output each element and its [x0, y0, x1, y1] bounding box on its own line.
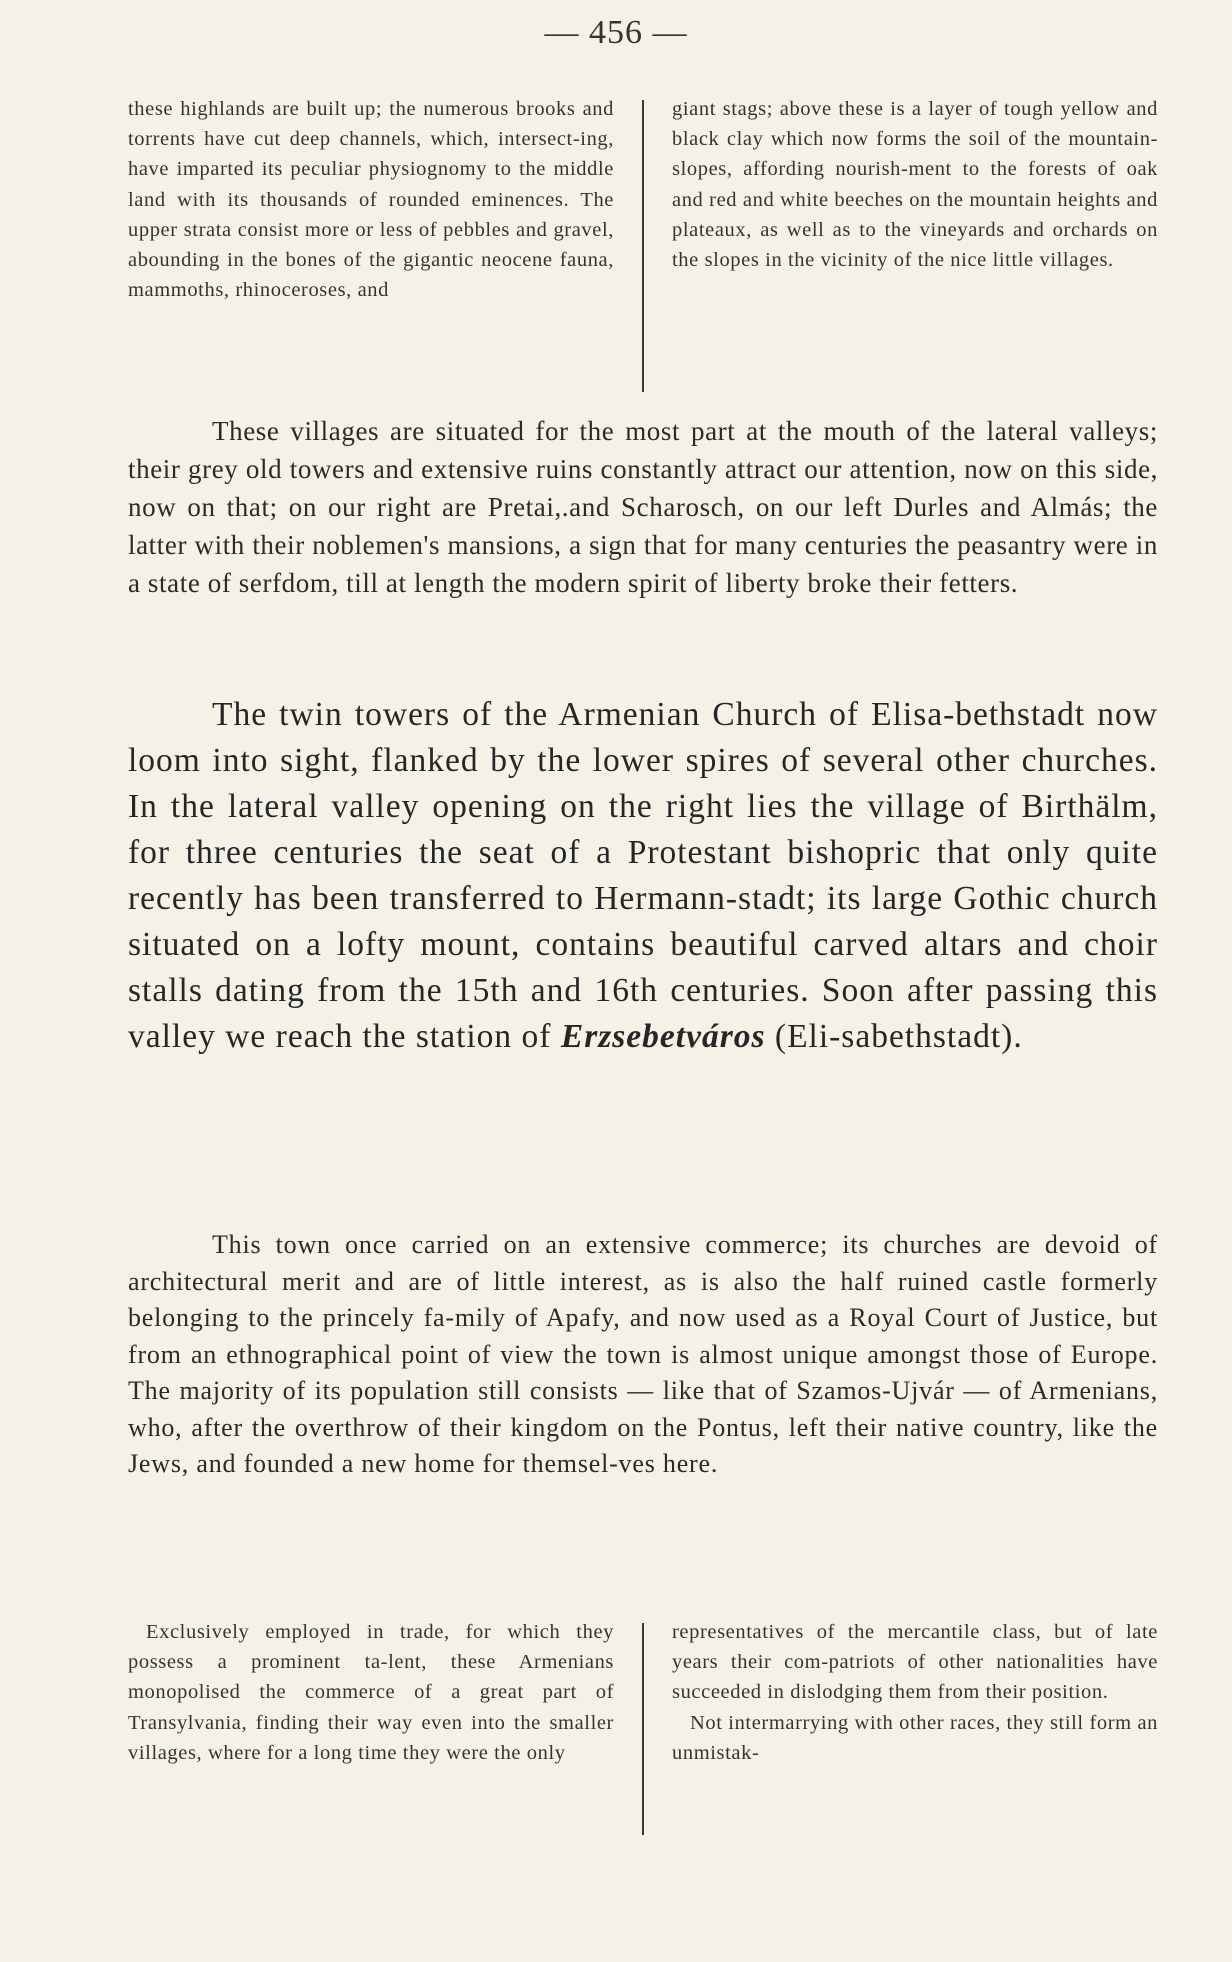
- bottom-two-column-section: [128, 1617, 1158, 1839]
- bottom-right-column-text: representatives of the mercantile class, but of late years their com-patriots of other nationalities have succeeded in dislodging them from their position.: [672, 1621, 1158, 1704]
- bottom-right-column: [672, 1617, 1158, 1839]
- bottom-right-column-text-2: Not intermarrying with other races, they still form an unmistak-: [672, 1711, 1158, 1764]
- station-name: Erzsebetváros: [560, 1018, 766, 1055]
- paragraph-twin-towers-text: The twin towers of the Armenian Church of Elisa-bethstadt now loom into sight, flanked by the lower spires of several other churches. In the lateral valley opening on the right lies the village of Birthälm, for three centuries the seat of a Protestant bishopric that only quite recently has been transferred to Hermann-stadt; its large Gothic church situated on a lofty mount, contains beautiful carved altars and choir stalls dating from the 15th and 16th centuries. Soon after passing this valley we reach the station of: [128, 696, 1158, 1055]
- column-divider: [642, 1623, 644, 1835]
- paragraph-twin-towers: [128, 692, 1158, 1060]
- top-right-column-text: giant stags; above these is a layer of tough yellow and black clay which now forms the soil of the mountain-slopes, affording nourish-ment to the forests of oak and red and white beeches on the mountain heights and plateaux, as well as to the vineyards and orchards on the slopes in the vicinity of the nice little villages.: [672, 98, 1158, 272]
- top-two-column-section: [128, 94, 1158, 396]
- column-divider: [642, 100, 644, 392]
- bottom-left-column-text: Exclusively employed in trade, for which they possess a prominent ta-lent, these Armenians monopolised the commerce of a great part of Transylvania, finding their way even into the smaller villages, where for a long time they were the only: [128, 1621, 614, 1764]
- bottom-left-column: [128, 1617, 614, 1839]
- top-left-column: [128, 94, 614, 396]
- top-right-column: [672, 94, 1158, 396]
- page-number: — 456 —: [544, 14, 688, 51]
- station-name-translation: (Eli-sabethstadt).: [774, 1018, 1023, 1055]
- paragraph-town: This town once carried on an extensive commerce; its churches are devoid of architectural merit and are of little interest, as is also the half ruined castle formerly belonging to the princely fa-mily of Apafy, and now used as a Royal Court of Justice, but from an ethnographical point of view the town is almost unique amongst those of Europe. The majority of its population still consists — like that of Szamos-Ujvár — of Armenians, who, after the overthrow of their kingdom on the Pontus, left their native country, like the Jews, and founded a new home for themsel-ves here.: [128, 1230, 1158, 1478]
- top-left-column-text: these highlands are built up; the numerous brooks and torrents have cut deep channels, which, intersect-ing, have imparted its peculiar physiognomy to the middle land with its thousands of rounded eminences. The upper strata consist more or less of pebbles and gravel, abounding in the bones of the gigantic neocene fauna, mammoths, rhinoceroses, and: [128, 98, 614, 302]
- paragraph-villages: These villages are situated for the most part at the mouth of the lateral valleys; their grey old towers and extensive ruins constantly attract our attention, now on this side, now on that; on our right are Pretai,.and Scharosch, on our left Durles and Almás; the latter with their noblemen's mansions, a sign that for many centuries the peasantry were in a state of serfdom, till at length the modern spirit of liberty broke their fetters.: [128, 416, 1158, 598]
